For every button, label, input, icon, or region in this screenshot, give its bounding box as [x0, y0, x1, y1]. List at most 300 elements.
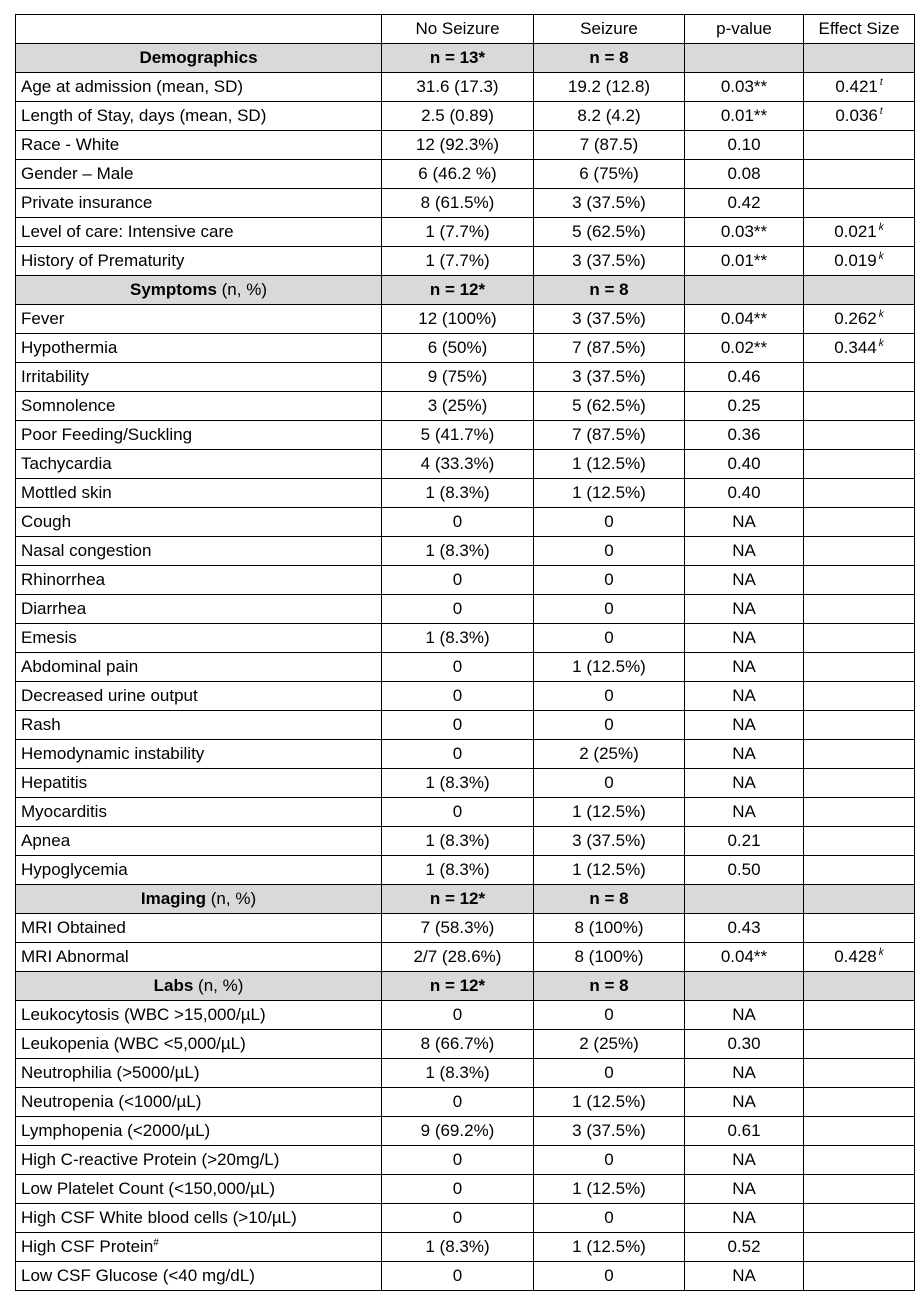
- cell-p-value: 0.40: [685, 479, 804, 508]
- table-row: [16, 479, 915, 508]
- cell-p-value: NA: [685, 1146, 804, 1175]
- cell-seizure: 1 (12.5%): [534, 1088, 685, 1117]
- effect-size-value: 0.036: [835, 106, 878, 125]
- cell-effect-size: [804, 566, 915, 595]
- cell-effect-size: [804, 450, 915, 479]
- cell-effect-size: [804, 189, 915, 218]
- section-title-suffix: (n, %): [206, 889, 257, 908]
- section-row: [16, 885, 915, 914]
- section-title-suffix: (n, %): [216, 280, 267, 299]
- row-label-cell: [16, 131, 382, 160]
- cell-no-seizure: 1 (8.3%): [382, 769, 534, 798]
- cell-effect-size: [804, 798, 915, 827]
- row-label-cell: [16, 305, 382, 334]
- table-row: [16, 1262, 915, 1291]
- table-row: [16, 682, 915, 711]
- cell-no-seizure: 1 (8.3%): [382, 624, 534, 653]
- table-row: [16, 943, 915, 972]
- cell-p-value: NA: [685, 711, 804, 740]
- cell-effect-size: [804, 102, 915, 131]
- header-no-seizure: No Seizure: [382, 15, 534, 44]
- section-label: [16, 276, 382, 305]
- cell-effect-size: [804, 131, 915, 160]
- row-label: Apnea: [21, 831, 71, 850]
- row-label: Irritability: [21, 367, 90, 386]
- cell-seizure: 8.2 (4.2): [534, 102, 685, 131]
- section-blank-p: [685, 44, 804, 73]
- table-row: [16, 1088, 915, 1117]
- cell-p-value: 0.25: [685, 392, 804, 421]
- cell-p-value: 0.01**: [685, 102, 804, 131]
- row-label-cell: [16, 508, 382, 537]
- effect-size-mark: t: [879, 106, 883, 118]
- cell-p-value: 0.03**: [685, 218, 804, 247]
- cell-p-value: NA: [685, 1175, 804, 1204]
- cell-seizure: 0: [534, 595, 685, 624]
- cell-p-value: NA: [685, 1204, 804, 1233]
- cell-no-seizure: 0: [382, 798, 534, 827]
- row-label-cell: [16, 740, 382, 769]
- row-label: Neutrophilia (>5000/µL): [21, 1063, 200, 1082]
- cell-seizure: 0: [534, 1059, 685, 1088]
- cell-effect-size: [804, 1146, 915, 1175]
- effect-size-mark: k: [878, 947, 884, 959]
- table-row: [16, 1001, 915, 1030]
- cell-no-seizure: 7 (58.3%): [382, 914, 534, 943]
- table-row: [16, 73, 915, 102]
- row-label-cell: [16, 247, 382, 276]
- cell-seizure: 1 (12.5%): [534, 856, 685, 885]
- cell-no-seizure: 5 (41.7%): [382, 421, 534, 450]
- cell-p-value: NA: [685, 508, 804, 537]
- cell-no-seizure: 12 (100%): [382, 305, 534, 334]
- cell-effect-size: [804, 1117, 915, 1146]
- cell-seizure: 1 (12.5%): [534, 798, 685, 827]
- row-label-cell: [16, 914, 382, 943]
- row-label-cell: [16, 856, 382, 885]
- table-row: [16, 218, 915, 247]
- cell-seizure: 7 (87.5%): [534, 334, 685, 363]
- row-label-cell: [16, 1175, 382, 1204]
- cell-effect-size: [804, 1262, 915, 1291]
- row-label: Hepatitis: [21, 773, 88, 792]
- cell-effect-size: [804, 595, 915, 624]
- cell-seizure: 0: [534, 624, 685, 653]
- cell-effect-size: [804, 769, 915, 798]
- cell-seizure: 8 (100%): [534, 914, 685, 943]
- cell-no-seizure: 1 (8.3%): [382, 827, 534, 856]
- cell-p-value: 0.01**: [685, 247, 804, 276]
- cell-seizure: 0: [534, 1001, 685, 1030]
- cell-p-value: 0.30: [685, 1030, 804, 1059]
- section-row: [16, 972, 915, 1001]
- row-label: MRI Abnormal: [21, 947, 129, 966]
- row-label-cell: [16, 189, 382, 218]
- row-label: Length of Stay, days (mean, SD): [21, 106, 267, 125]
- cell-effect-size: [804, 392, 915, 421]
- row-label: Abdominal pain: [21, 657, 139, 676]
- cell-effect-size: [804, 682, 915, 711]
- cell-no-seizure: 1 (8.3%): [382, 479, 534, 508]
- cell-p-value: 0.04**: [685, 943, 804, 972]
- table-row: [16, 1175, 915, 1204]
- cell-p-value: NA: [685, 769, 804, 798]
- row-label-cell: [16, 1262, 382, 1291]
- cell-effect-size: [804, 624, 915, 653]
- cell-no-seizure: 0: [382, 1001, 534, 1030]
- section-n-seizure: n = 8: [534, 972, 685, 1001]
- row-label: Leukopenia (WBC <5,000/µL): [21, 1034, 246, 1053]
- cell-seizure: 0: [534, 1204, 685, 1233]
- effect-size-value: 0.262: [834, 309, 877, 328]
- effect-size-value: 0.421: [835, 77, 878, 96]
- section-row: [16, 276, 915, 305]
- cell-p-value: NA: [685, 1001, 804, 1030]
- cell-p-value: NA: [685, 798, 804, 827]
- table-row: [16, 450, 915, 479]
- header-seizure: Seizure: [534, 15, 685, 44]
- cell-seizure: 6 (75%): [534, 160, 685, 189]
- cell-p-value: 0.46: [685, 363, 804, 392]
- table-row: [16, 305, 915, 334]
- cell-seizure: 3 (37.5%): [534, 827, 685, 856]
- cell-seizure: 1 (12.5%): [534, 1175, 685, 1204]
- row-label-cell: [16, 1001, 382, 1030]
- row-label: Mottled skin: [21, 483, 112, 502]
- header-p-value: p-value: [685, 15, 804, 44]
- row-label-cell: [16, 1059, 382, 1088]
- row-label: Low CSF Glucose (<40 mg/dL): [21, 1266, 255, 1285]
- cell-p-value: 0.43: [685, 914, 804, 943]
- table-row: [16, 1059, 915, 1088]
- section-blank-es: [804, 972, 915, 1001]
- row-label-cell: [16, 450, 382, 479]
- cell-no-seizure: 2.5 (0.89): [382, 102, 534, 131]
- cell-p-value: 0.02**: [685, 334, 804, 363]
- cell-seizure: 0: [534, 1262, 685, 1291]
- row-label-cell: [16, 334, 382, 363]
- cell-p-value: NA: [685, 624, 804, 653]
- table-body: [16, 44, 915, 1291]
- row-label-cell: [16, 537, 382, 566]
- cell-effect-size: [804, 334, 915, 363]
- table-row: [16, 798, 915, 827]
- cell-effect-size: [804, 914, 915, 943]
- section-blank-es: [804, 885, 915, 914]
- cell-no-seizure: 0: [382, 653, 534, 682]
- row-label-cell: [16, 1030, 382, 1059]
- cell-no-seizure: 9 (75%): [382, 363, 534, 392]
- cell-seizure: 0: [534, 537, 685, 566]
- effect-size-mark: k: [878, 222, 884, 234]
- cell-seizure: 1 (12.5%): [534, 450, 685, 479]
- effect-size-mark: k: [878, 338, 884, 350]
- cell-no-seizure: 12 (92.3%): [382, 131, 534, 160]
- effect-size-value: 0.344: [834, 338, 877, 357]
- row-label: Emesis: [21, 628, 77, 647]
- table-row: [16, 160, 915, 189]
- effect-size-value: 0.428: [834, 947, 877, 966]
- cell-effect-size: [804, 508, 915, 537]
- row-label: Cough: [21, 512, 72, 531]
- cell-p-value: 0.08: [685, 160, 804, 189]
- row-label-cell: [16, 1233, 382, 1262]
- cell-seizure: 1 (12.5%): [534, 479, 685, 508]
- row-label: History of Prematurity: [21, 251, 185, 270]
- cell-p-value: NA: [685, 1088, 804, 1117]
- row-label: Age at admission (mean, SD): [21, 77, 244, 96]
- section-blank-es: [804, 276, 915, 305]
- row-label-cell: [16, 218, 382, 247]
- table-row: [16, 537, 915, 566]
- section-n-no-seizure: n = 13*: [382, 44, 534, 73]
- cell-seizure: 7 (87.5): [534, 131, 685, 160]
- cell-effect-size: [804, 943, 915, 972]
- cell-p-value: NA: [685, 566, 804, 595]
- cell-p-value: 0.40: [685, 450, 804, 479]
- row-label-cell: [16, 798, 382, 827]
- row-label: Nasal congestion: [21, 541, 152, 560]
- cell-no-seizure: 1 (8.3%): [382, 1059, 534, 1088]
- table-row: [16, 131, 915, 160]
- row-label: Race - White: [21, 135, 120, 154]
- row-label-cell: [16, 160, 382, 189]
- cell-p-value: 0.36: [685, 421, 804, 450]
- header-blank: [16, 15, 382, 44]
- cell-seizure: 0: [534, 769, 685, 798]
- cell-no-seizure: 8 (66.7%): [382, 1030, 534, 1059]
- cell-seizure: 3 (37.5%): [534, 247, 685, 276]
- row-label-cell: [16, 943, 382, 972]
- cell-p-value: NA: [685, 653, 804, 682]
- table-row: [16, 508, 915, 537]
- effect-size-mark: t: [879, 77, 883, 89]
- effect-size-mark: k: [878, 309, 884, 321]
- cell-effect-size: [804, 653, 915, 682]
- table-row: [16, 392, 915, 421]
- cell-no-seizure: 0: [382, 740, 534, 769]
- section-row: [16, 44, 915, 73]
- row-label: Rash: [21, 715, 61, 734]
- table-row: [16, 247, 915, 276]
- cell-no-seizure: 9 (69.2%): [382, 1117, 534, 1146]
- cell-effect-size: [804, 479, 915, 508]
- effect-size-value: 0.019: [834, 251, 877, 270]
- cell-p-value: 0.03**: [685, 73, 804, 102]
- row-label-cell: [16, 363, 382, 392]
- header-effect-size: Effect Size: [804, 15, 915, 44]
- table-row: [16, 1117, 915, 1146]
- table-row: [16, 421, 915, 450]
- section-title: Imaging: [140, 889, 207, 908]
- cell-p-value: 0.61: [685, 1117, 804, 1146]
- cell-no-seizure: 31.6 (17.3): [382, 73, 534, 102]
- cell-effect-size: [804, 218, 915, 247]
- row-label: Leukocytosis (WBC >15,000/µL): [21, 1005, 266, 1024]
- cell-effect-size: [804, 363, 915, 392]
- section-label: [16, 44, 382, 73]
- cell-seizure: 7 (87.5%): [534, 421, 685, 450]
- table-row: [16, 914, 915, 943]
- cell-seizure: 0: [534, 711, 685, 740]
- cell-no-seizure: 0: [382, 711, 534, 740]
- table-row: [16, 595, 915, 624]
- section-label: [16, 972, 382, 1001]
- cell-no-seizure: 0: [382, 566, 534, 595]
- section-n-no-seizure: n = 12*: [382, 276, 534, 305]
- cell-p-value: NA: [685, 740, 804, 769]
- cell-p-value: NA: [685, 537, 804, 566]
- section-n-seizure: n = 8: [534, 44, 685, 73]
- row-label-cell: [16, 102, 382, 131]
- effect-size-value: 0.021: [834, 222, 877, 241]
- cell-effect-size: [804, 247, 915, 276]
- section-title-suffix: (n, %): [193, 976, 244, 995]
- cell-effect-size: [804, 1001, 915, 1030]
- table-row: [16, 711, 915, 740]
- cell-effect-size: [804, 1233, 915, 1262]
- cell-seizure: 3 (37.5%): [534, 305, 685, 334]
- cell-p-value: 0.04**: [685, 305, 804, 334]
- section-n-no-seizure: n = 12*: [382, 972, 534, 1001]
- cell-seizure: 8 (100%): [534, 943, 685, 972]
- row-label: Gender – Male: [21, 164, 134, 183]
- cell-effect-size: [804, 305, 915, 334]
- row-label: Poor Feeding/Suckling: [21, 425, 193, 444]
- table-row: [16, 1030, 915, 1059]
- table-row: [16, 566, 915, 595]
- cell-seizure: 1 (12.5%): [534, 1233, 685, 1262]
- section-title: Symptoms: [130, 280, 217, 299]
- row-label: Fever: [21, 309, 65, 328]
- row-label: Lymphopenia (<2000/µL): [21, 1121, 211, 1140]
- results-table: [15, 14, 915, 1291]
- row-label: Tachycardia: [21, 454, 112, 473]
- cell-effect-size: [804, 537, 915, 566]
- cell-p-value: 0.42: [685, 189, 804, 218]
- row-label-cell: [16, 73, 382, 102]
- table-row: [16, 363, 915, 392]
- row-label: Hemodynamic instability: [21, 744, 205, 763]
- cell-effect-size: [804, 1030, 915, 1059]
- cell-no-seizure: 1 (8.3%): [382, 1233, 534, 1262]
- table-row: [16, 189, 915, 218]
- cell-no-seizure: 2/7 (28.6%): [382, 943, 534, 972]
- cell-no-seizure: 0: [382, 1175, 534, 1204]
- cell-effect-size: [804, 1175, 915, 1204]
- cell-no-seizure: 6 (46.2 %): [382, 160, 534, 189]
- row-label-cell: [16, 624, 382, 653]
- cell-seizure: 0: [534, 566, 685, 595]
- row-label-cell: [16, 827, 382, 856]
- section-title: Demographics: [139, 48, 258, 67]
- cell-no-seizure: 1 (8.3%): [382, 856, 534, 885]
- row-label: High CSF Protein: [21, 1237, 154, 1256]
- cell-effect-size: [804, 856, 915, 885]
- section-n-seizure: n = 8: [534, 276, 685, 305]
- cell-no-seizure: 8 (61.5%): [382, 189, 534, 218]
- row-label-cell: [16, 711, 382, 740]
- cell-effect-size: [804, 1059, 915, 1088]
- row-label: High CSF White blood cells (>10/µL): [21, 1208, 297, 1227]
- row-label: MRI Obtained: [21, 918, 126, 937]
- row-label-cell: [16, 1204, 382, 1233]
- row-label-cell: [16, 682, 382, 711]
- row-label-cell: [16, 653, 382, 682]
- cell-no-seizure: 3 (25%): [382, 392, 534, 421]
- cell-effect-size: [804, 711, 915, 740]
- row-label: Diarrhea: [21, 599, 87, 618]
- cell-seizure: 2 (25%): [534, 740, 685, 769]
- table-row: [16, 856, 915, 885]
- cell-p-value: NA: [685, 682, 804, 711]
- cell-no-seizure: 0: [382, 1262, 534, 1291]
- effect-size-mark: k: [878, 251, 884, 263]
- cell-seizure: 3 (37.5%): [534, 363, 685, 392]
- table-row: [16, 1233, 915, 1262]
- section-blank-p: [685, 276, 804, 305]
- section-blank-p: [685, 972, 804, 1001]
- cell-no-seizure: 0: [382, 508, 534, 537]
- cell-effect-size: [804, 1204, 915, 1233]
- row-label-cell: [16, 392, 382, 421]
- row-label-cell: [16, 769, 382, 798]
- row-label-cell: [16, 1117, 382, 1146]
- cell-no-seizure: 1 (8.3%): [382, 537, 534, 566]
- row-label: Myocarditis: [21, 802, 107, 821]
- row-label-cell: [16, 1146, 382, 1175]
- table-row: [16, 653, 915, 682]
- cell-p-value: NA: [685, 595, 804, 624]
- cell-seizure: 5 (62.5%): [534, 392, 685, 421]
- row-label: Somnolence: [21, 396, 116, 415]
- cell-effect-size: [804, 160, 915, 189]
- section-label: [16, 885, 382, 914]
- row-label: Level of care: Intensive care: [21, 222, 234, 241]
- header-row: [16, 15, 915, 44]
- cell-effect-size: [804, 1088, 915, 1117]
- cell-effect-size: [804, 740, 915, 769]
- row-label-cell: [16, 566, 382, 595]
- section-title: Labs: [153, 976, 194, 995]
- row-label-cell: [16, 595, 382, 624]
- footnote-mark: #: [153, 1237, 159, 1249]
- table-row: [16, 1146, 915, 1175]
- cell-seizure: 0: [534, 1146, 685, 1175]
- cell-no-seizure: 1 (7.7%): [382, 218, 534, 247]
- cell-p-value: 0.21: [685, 827, 804, 856]
- row-label: High C-reactive Protein (>20mg/L): [21, 1150, 280, 1169]
- cell-no-seizure: 6 (50%): [382, 334, 534, 363]
- cell-p-value: 0.52: [685, 1233, 804, 1262]
- cell-p-value: NA: [685, 1262, 804, 1291]
- row-label: Rhinorrhea: [21, 570, 106, 589]
- cell-p-value: NA: [685, 1059, 804, 1088]
- section-n-seizure: n = 8: [534, 885, 685, 914]
- row-label: Hypoglycemia: [21, 860, 128, 879]
- cell-seizure: 19.2 (12.8): [534, 73, 685, 102]
- cell-seizure: 2 (25%): [534, 1030, 685, 1059]
- cell-no-seizure: 1 (7.7%): [382, 247, 534, 276]
- cell-seizure: 3 (37.5%): [534, 1117, 685, 1146]
- cell-seizure: 5 (62.5%): [534, 218, 685, 247]
- section-n-no-seizure: n = 12*: [382, 885, 534, 914]
- section-blank-p: [685, 885, 804, 914]
- row-label-cell: [16, 1088, 382, 1117]
- row-label-cell: [16, 479, 382, 508]
- table-row: [16, 740, 915, 769]
- row-label: Hypothermia: [21, 338, 118, 357]
